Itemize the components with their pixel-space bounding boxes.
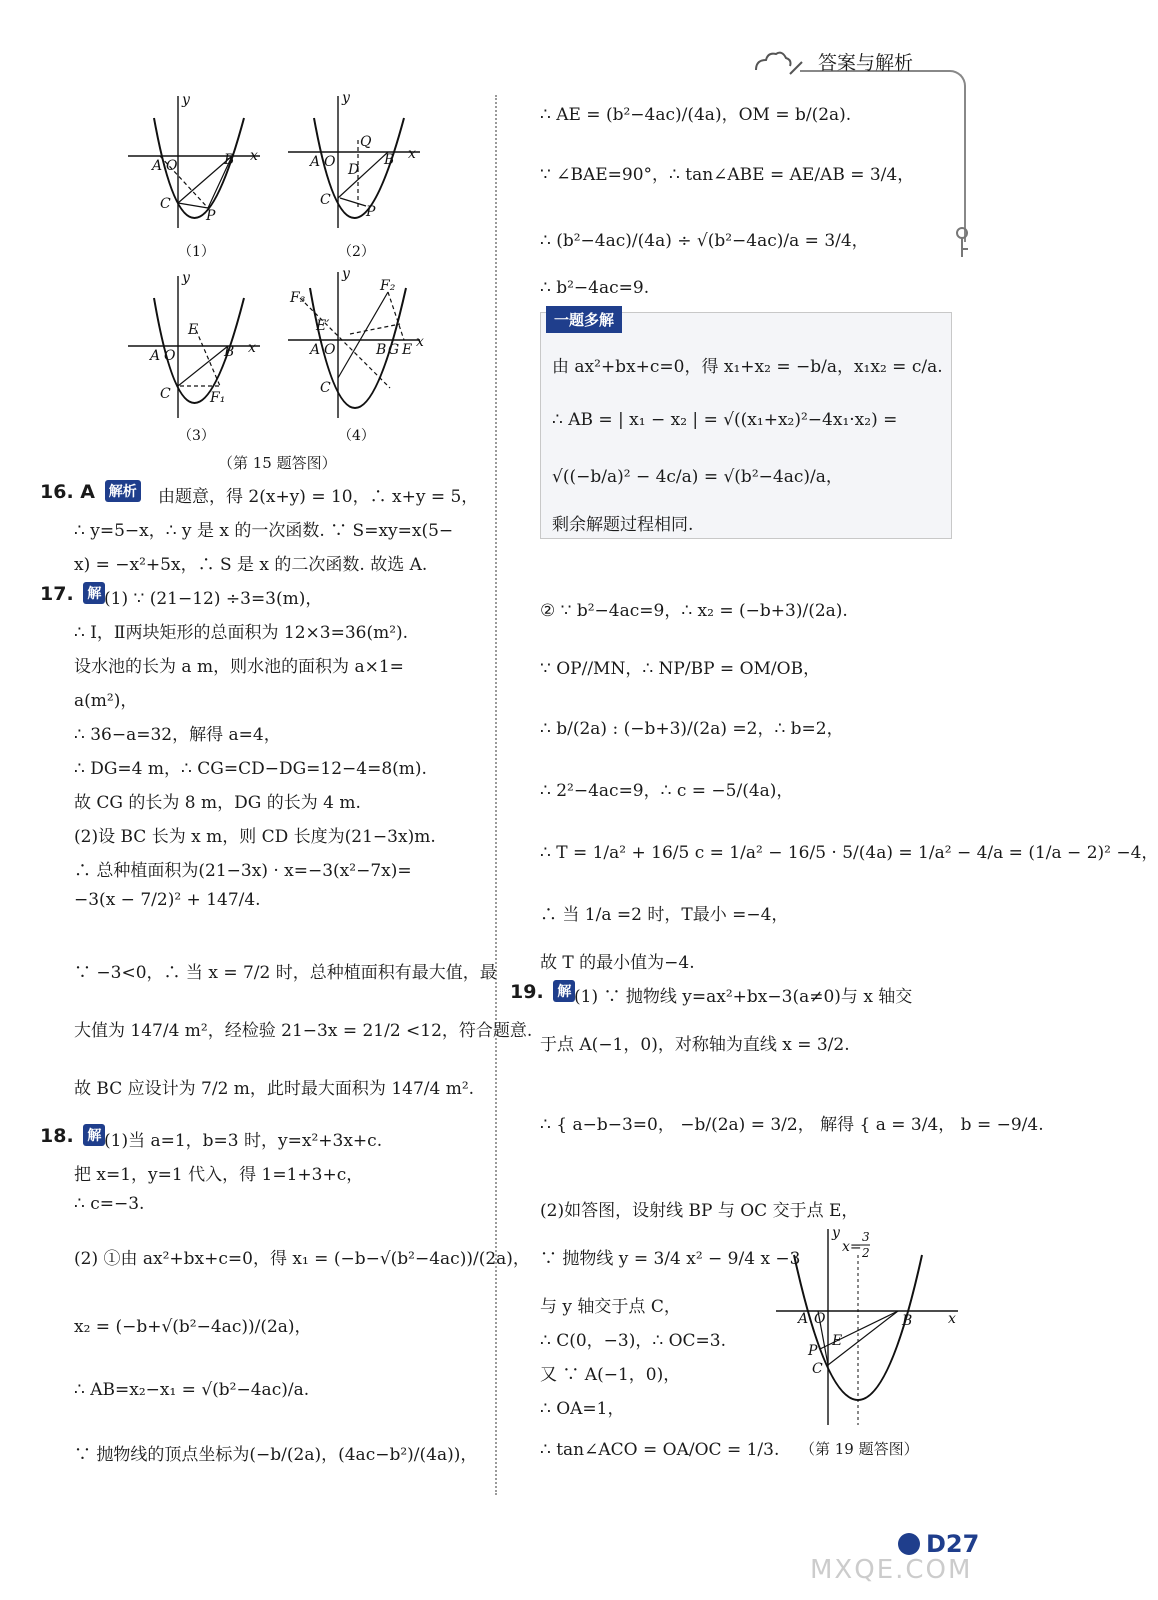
q18-number: 18.	[40, 1125, 74, 1147]
svg-text:x: x	[250, 148, 258, 164]
q17-line: ∴ DG=4 m，∴ CG=CD−DG=12−4=8(m).	[74, 759, 427, 779]
svg-text:F₁: F₁	[210, 390, 226, 406]
svg-text:E: E	[188, 322, 199, 338]
q16-number: 16. A	[40, 481, 95, 503]
svg-text:F₂: F₂	[380, 278, 396, 294]
fig15-caption: （第 15 题答图）	[218, 454, 337, 472]
q17-line: (1) ∵ (21−12) ÷3=3(m)，	[104, 589, 323, 609]
svg-text:B: B	[224, 344, 235, 360]
fig15-label-4: （4）	[338, 428, 375, 444]
svg-text:P: P	[206, 208, 216, 224]
key-icon	[952, 225, 972, 261]
svg-text:x: x	[948, 1311, 956, 1327]
q18-line: (2) ①由 ax²+bx+c=0，得 x₁ = (−b−√(b²−4ac))/(2a)，	[74, 1249, 530, 1269]
q19-line: ∴ { a−b−3=0， −b/(2a) = 3/2， 解得 { a = 3/4， b = −9/4.	[540, 1115, 1044, 1135]
q18-line: 故 T 的最小值为−4.	[540, 953, 695, 973]
alt-line: ∴ AB = | x₁ − x₂ | = √((x₁+x₂)²−4x₁·x₂) =	[552, 410, 898, 430]
svg-text:x: x	[416, 334, 424, 350]
svg-text:D: D	[348, 162, 360, 178]
svg-text:C: C	[160, 196, 171, 212]
q18-line: ∵ ∠BAE=90°，∴ tan∠ABE = AE/AB = 3/4，	[540, 165, 915, 185]
q19-line: ∵ 抛物线 y = 3/4 x² − 9/4 x −3	[540, 1249, 801, 1269]
q18-line: ∴ (b²−4ac)/(4a) ÷ √(b²−4ac)/a = 3/4，	[540, 231, 869, 251]
alt-line: √((−b/a)² − 4c/a) = √(b²−4ac)/a，	[552, 467, 843, 487]
q19-header	[510, 980, 579, 1003]
svg-text:A: A	[310, 342, 321, 358]
q18-line: ∴ AB=x₂−x₁ = √(b²−4ac)/a.	[74, 1380, 310, 1400]
q16-line: x) = −x²+5x，∴ S 是 x 的二次函数. 故选 A.	[74, 555, 428, 575]
svg-text:G: G	[388, 342, 400, 358]
q17-line: 设水池的长为 a m，则水池的面积为 a×1=	[74, 657, 404, 677]
svg-text:A: A	[152, 158, 163, 174]
q16-tag: 解析	[105, 480, 141, 502]
q18-line: ∴ b/(2a) : (−b+3)/(2a) =2，∴ b=2，	[540, 719, 844, 739]
q17-line: 故 CG 的长为 8 m，DG 的长为 4 m.	[74, 793, 361, 813]
q18-line: ∴ 2²−4ac=9，∴ c = −5/(4a)，	[540, 781, 794, 801]
alt-line: 由 ax²+bx+c=0，得 x₁+x₂ = −b/a，x₁x₂ = c/a.	[552, 357, 943, 377]
q19-line: (2)如答图，设射线 BP 与 OC 交于点 E，	[540, 1201, 859, 1221]
svg-text:C: C	[812, 1361, 823, 1377]
fig15-label-3: （3）	[178, 428, 215, 444]
fig15-label-1: （1）	[178, 244, 215, 260]
svg-text:O: O	[166, 158, 178, 174]
svg-text:O: O	[324, 154, 336, 170]
figure-15	[120, 88, 490, 478]
svg-text:O: O	[324, 342, 336, 358]
q17-line: ∴ 总种植面积为(21−3x) · x=−3(x²−7x)=	[74, 861, 412, 881]
svg-text:B: B	[224, 152, 235, 168]
q18-header	[40, 1124, 109, 1147]
q19-tag: 解	[553, 980, 575, 1002]
q18-line: ∴ b²−4ac=9.	[540, 278, 650, 298]
alternative-solution-tag: 一题多解	[546, 306, 622, 333]
q19-line: 又 ∵ A(−1，0)，	[540, 1365, 681, 1385]
q17-line: (2)设 BC 长为 x m，则 CD 长度为(21−3x)m.	[74, 827, 436, 847]
svg-text:C: C	[160, 386, 171, 402]
q16-line: ∴ y=5−x，∴ y 是 x 的一次函数. ∵ S=xy=x(5−	[74, 521, 454, 541]
q19-line: ∴ OA=1，	[540, 1399, 625, 1419]
svg-text:P: P	[366, 204, 376, 220]
svg-text:O: O	[814, 1311, 826, 1327]
alt-line: 剩余解题过程相同.	[552, 515, 694, 535]
page-number: D27	[926, 1530, 980, 1558]
fig15-label-2: （2）	[338, 244, 375, 260]
q17-line: −3(x − 7/2)² + 147/4.	[74, 890, 261, 910]
q16-line: 由题意，得 2(x+y) = 10，∴ x+y = 5，	[158, 487, 479, 507]
q17-header	[40, 582, 109, 605]
page-number-badge-icon	[898, 1533, 920, 1555]
svg-text:A: A	[798, 1311, 809, 1327]
q17-tag: 解	[83, 582, 105, 604]
q18-line: x₂ = (−b+√(b²−4ac))/(2a)，	[74, 1317, 312, 1337]
svg-text:E: E	[402, 342, 413, 358]
q17-number: 17.	[40, 583, 74, 605]
q17-line: ∴ Ⅰ，Ⅱ两块矩形的总面积为 12×3=36(m²).	[74, 623, 409, 643]
svg-text:O: O	[164, 348, 176, 364]
svg-text:B: B	[384, 152, 395, 168]
q18-line: ∴ c=−3.	[74, 1194, 145, 1214]
svg-text:Q: Q	[360, 134, 372, 150]
svg-text:y: y	[182, 270, 190, 286]
svg-text:y: y	[342, 266, 350, 282]
figure-19	[772, 1225, 962, 1435]
cloud-logo-icon	[750, 48, 810, 80]
svg-text:E: E	[832, 1333, 843, 1349]
svg-text:y: y	[182, 92, 190, 108]
q19-line: 于点 A(−1，0)，对称轴为直线 x = 3/2.	[540, 1035, 850, 1055]
svg-text:C: C	[320, 192, 331, 208]
q16-header	[40, 480, 145, 503]
q18-line: ∵ OP//MN，∴ NP/BP = OM/OB，	[540, 659, 821, 679]
svg-text:3: 3	[862, 1230, 870, 1244]
q18-line: 把 x=1，y=1 代入，得 1=1+3+c，	[74, 1165, 364, 1185]
svg-text:A: A	[310, 154, 321, 170]
q19-line: ∴ C(0，−3)，∴ OC=3.	[540, 1331, 726, 1351]
svg-text:P: P	[808, 1343, 818, 1359]
q19-line: 与 y 轴交于点 C，	[540, 1297, 681, 1317]
svg-text:C: C	[320, 380, 331, 396]
svg-text:B: B	[902, 1313, 913, 1329]
q18-line: ∴ T = 1/a² + 16/5 c = 1/a² − 16/5 · 5/(4a) = 1/a² − 4/a = (1/a − 2)² −4，	[540, 843, 1158, 863]
q18-line: ② ∵ b²−4ac=9，∴ x₂ = (−b+3)/(2a).	[540, 601, 848, 621]
header-title: 答案与解析	[818, 52, 914, 74]
header-frame	[800, 70, 966, 242]
svg-text:y: y	[342, 90, 350, 106]
q18-line: (1)当 a=1，b=3 时，y=x²+3x+c.	[104, 1131, 383, 1151]
svg-text:B: B	[376, 342, 387, 358]
q17-line: ∵ −3<0，∴ 当 x = 7/2 时，总种植面积有最大值，最	[74, 963, 497, 983]
q18-tag: 解	[83, 1124, 105, 1146]
svg-text:F₃: F₃	[290, 290, 306, 306]
column-divider	[495, 95, 497, 1495]
svg-text:y: y	[832, 1225, 840, 1241]
q17-line: 故 BC 应设计为 7/2 m，此时最大面积为 147/4 m².	[74, 1079, 475, 1099]
q18-line: ∴ AE = (b²−4ac)/(4a)，OM = b/(2a).	[540, 105, 852, 125]
svg-text:A: A	[150, 348, 161, 364]
svg-text:E′: E′	[316, 318, 330, 334]
svg-text:x=: x=	[842, 1239, 862, 1255]
q17-line: a(m²)，	[74, 691, 138, 711]
q19-line: (1) ∵ 抛物线 y=ax²+bx−3(a≠0)与 x 轴交	[574, 987, 913, 1007]
q19-number: 19.	[510, 981, 544, 1003]
q17-line: 大值为 147/4 m²，经检验 21−3x = 21/2 <12，符合题意.	[74, 1021, 533, 1041]
q17-line: ∴ 36−a=32，解得 a=4，	[74, 725, 281, 745]
q18-line: ∵ 抛物线的顶点坐标为(−b/(2a)，(4ac−b²)/(4a))，	[74, 1445, 478, 1465]
fig19-caption: （第 19 题答图）	[800, 1440, 919, 1458]
watermark: MXQE.COM	[810, 1555, 973, 1585]
q19-line: ∴ tan∠ACO = OA/OC = 1/3.	[540, 1440, 780, 1460]
q18-line: ∴ 当 1/a =2 时，T最小 =−4，	[540, 905, 789, 925]
svg-text:x: x	[408, 146, 416, 162]
svg-text:2: 2	[862, 1246, 870, 1260]
svg-text:x: x	[248, 340, 256, 356]
